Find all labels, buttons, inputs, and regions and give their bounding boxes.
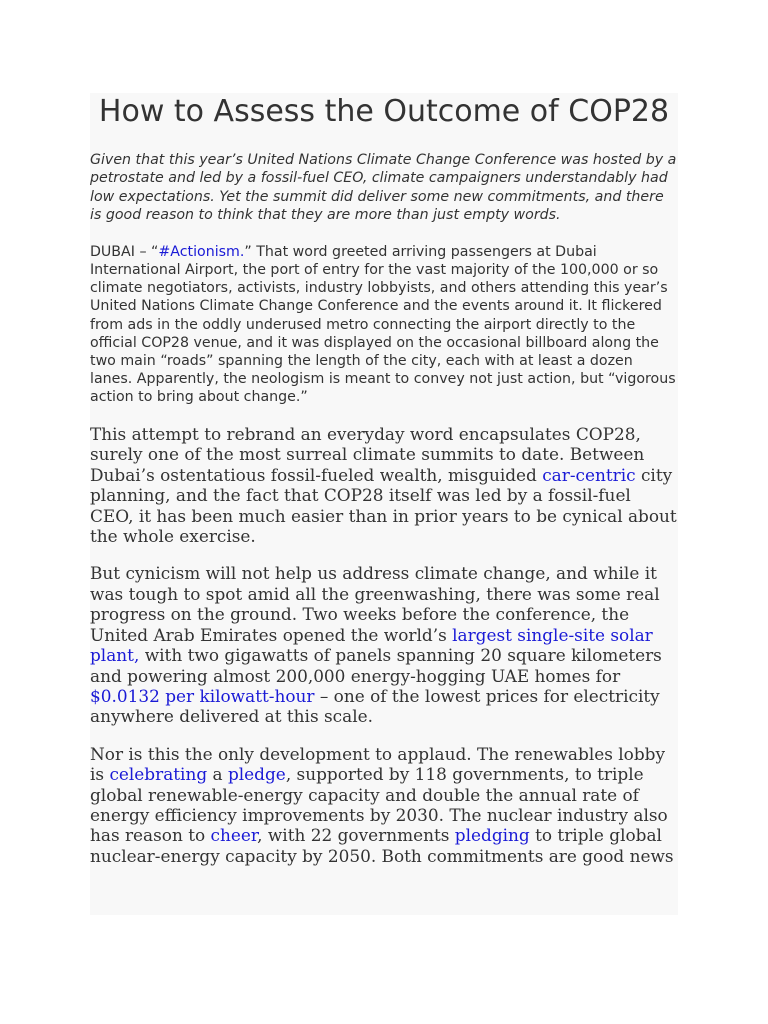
p3-text-3: , supported by 118 governments, to triple global renewable-energy capacity and double the annual rate of energy efficiency improvements by 2030. The nuclear industry also has reason to xyxy=(90,764,668,846)
price-link[interactable]: $0.0132 per kilowatt-hour xyxy=(90,685,315,706)
body-paragraph-1 xyxy=(90,424,678,546)
article-title: How to Assess the Outcome of COP28 xyxy=(98,94,670,129)
p3-text-4: , with 22 governments xyxy=(257,825,455,846)
pledging-link[interactable]: pledging xyxy=(454,825,530,846)
car-centric-link[interactable]: car-centric xyxy=(542,464,636,485)
p2-text-3: – one of the lowest prices for electricity anywhere delivered at this scale. xyxy=(90,685,660,727)
p3-text-2: a xyxy=(207,764,228,785)
document-page xyxy=(90,93,678,915)
actionism-link[interactable]: #Actionism. xyxy=(158,244,245,261)
intro-text-2: ” That word greeted arriving passengers at Dubai International Airport, the port of entry for the vast majority of the 100,000 or so climate negotiators, activists, industry lobbyists, and others attending this year’s United Nations Climate Change Conference and the events around it. It flickered from ads in the oddly underused metro connecting the airport directly to the official COP28 venue, and it was displayed on the occasional billboard along the two main “roads” spanning the length of the city, each with at least a dozen lanes. Apparently, the neologism is meant to convey not just action, but “vigorous action to bring about change.” xyxy=(90,244,676,405)
intro-text-1: DUBAI – “ xyxy=(90,244,159,261)
p2-text-2: with two gigawatts of panels spanning 20 square kilometers and powering almost 200,000 energy-hogging UAE homes for xyxy=(90,645,662,686)
p3-text-1: Nor is this the only development to applaud. The renewables lobby is xyxy=(90,743,665,785)
intro-paragraph xyxy=(90,243,678,406)
body-paragraph-3 xyxy=(90,744,678,866)
solar-plant-link[interactable]: largest single-site solar plant, xyxy=(90,624,653,666)
article-lede: Given that this year’s United Nations Climate Change Conference was hosted by a petrostate and led by a fossil-fuel CEO, climate campaigners understandably had low expectations. Yet the summit did deliver some new commitments, and there is good reason to think that they are more than just empty words. xyxy=(90,152,677,223)
p2-text-1: But cynicism will not help us address climate change, and while it was tough to spot amid all the greenwashing, there was some real progress on the ground. Two weeks before the conference, the United Arab Emirates opened the world’s xyxy=(90,563,660,645)
pledge-link[interactable]: pledge xyxy=(227,764,286,785)
cheer-link[interactable]: cheer xyxy=(210,825,258,846)
celebrating-link[interactable]: celebrating xyxy=(109,764,208,785)
p1-text-1: This attempt to rebrand an everyday word encapsulates COP28, surely one of the most surreal climate summits to date. Between Dubai’s ostentatious fossil-fueled wealth, misguided xyxy=(90,424,645,485)
p1-text-2: city planning, and the fact that COP28 itself was led by a fossil-fuel CEO, it has been much easier than in prior years to be cynical about the whole exercise. xyxy=(90,464,677,547)
p3-text-5: to triple global nuclear-energy capacity by 2050. Both commitments are good news xyxy=(90,825,674,866)
body-paragraph-2 xyxy=(90,563,678,726)
